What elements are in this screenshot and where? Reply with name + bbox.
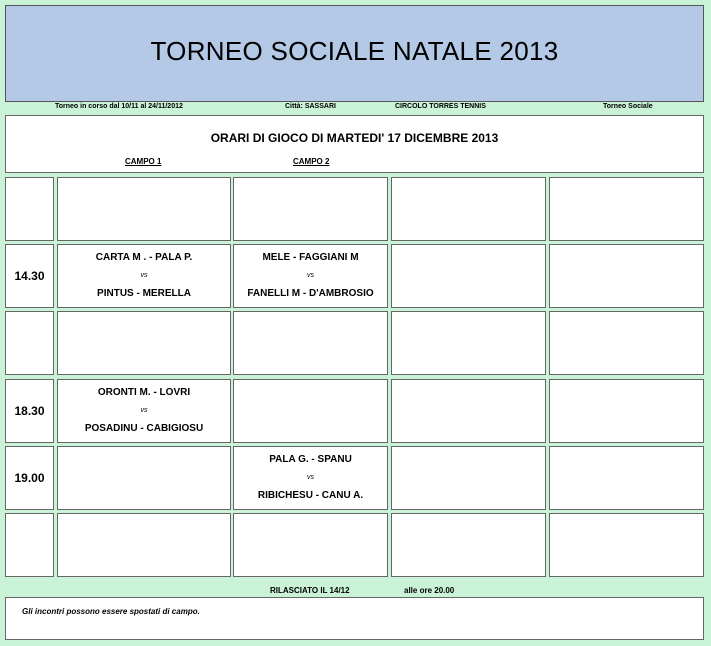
campo-2-slot (233, 244, 388, 308)
club-name: CIRCOLO TORRES TENNIS (395, 103, 486, 110)
tournament-city: Città: SASSARI (285, 103, 336, 110)
campo-1-slot (57, 244, 231, 308)
page-title: TORNEO SOCIALE NATALE 2013 (150, 36, 559, 66)
vs-label: vs (307, 474, 314, 481)
empty-slot (549, 446, 704, 510)
match-time: 14.30 (14, 269, 45, 283)
schedule-header (5, 115, 704, 173)
team-b: FANELLI M - D'AMBROSIO (247, 288, 374, 299)
time-cell (5, 177, 54, 241)
time-cell (5, 244, 54, 308)
match-entry (234, 252, 387, 300)
empty-slot (391, 244, 546, 308)
campo-1-slot (57, 311, 231, 375)
released-hour: alle ore 20.00 (404, 586, 455, 595)
time-cell (5, 379, 54, 443)
campo-1-slot (57, 513, 231, 577)
campo-1-slot (57, 177, 231, 241)
released-date: RILASCIATO IL 14/12 (270, 586, 350, 595)
vs-label: vs (140, 407, 148, 414)
team-b: RIBICHESU - CANU A. (257, 490, 364, 501)
vs-label: vs (307, 272, 314, 279)
match-entry (58, 387, 230, 435)
note-box (5, 597, 704, 640)
match-time: 18.30 (14, 404, 45, 418)
match-time: 19.00 (14, 471, 45, 485)
team-b: POSADINU - CABIGIOSU (84, 423, 204, 434)
campo-2-slot (233, 446, 388, 510)
match-entry (58, 252, 230, 300)
campo-2-label: CAMPO 2 (293, 157, 330, 166)
tournament-dates: Torneo in corso dal 10/11 al 24/11/2012 (55, 103, 183, 110)
title-banner (5, 5, 704, 102)
time-cell (5, 446, 54, 510)
campo-2-slot (233, 513, 388, 577)
empty-slot (549, 177, 704, 241)
empty-slot (391, 177, 546, 241)
empty-slot (549, 244, 704, 308)
team-b: PINTUS - MERELLA (97, 288, 191, 299)
team-a: CARTA M . - PALA P. (95, 252, 193, 263)
team-a: ORONTI M. - LOVRI (97, 387, 191, 398)
schedule-date-title: ORARI DI GIOCO DI MARTEDI' 17 DICEMBRE 2013 (210, 131, 499, 145)
team-a: PALA G. - SPANU (269, 454, 352, 465)
campo-1-slot (57, 379, 231, 443)
empty-slot (549, 379, 704, 443)
empty-slot (391, 311, 546, 375)
time-cell (5, 513, 54, 577)
match-entry (234, 454, 387, 502)
tournament-type: Torneo Sociale (603, 103, 653, 110)
empty-slot (391, 513, 546, 577)
empty-slot (549, 513, 704, 577)
team-a: MELE - FAGGIANI M (262, 252, 359, 263)
empty-slot (549, 311, 704, 375)
campo-1-label: CAMPO 1 (125, 157, 162, 166)
empty-slot (391, 379, 546, 443)
time-cell (5, 311, 54, 375)
vs-label: vs (140, 272, 148, 279)
campo-2-slot (233, 311, 388, 375)
campo-2-slot (233, 177, 388, 241)
campo-1-slot (57, 446, 231, 510)
campo-2-slot (233, 379, 388, 443)
empty-slot (391, 446, 546, 510)
note-text: Gli incontri possono essere spostati di campo. (22, 607, 200, 616)
